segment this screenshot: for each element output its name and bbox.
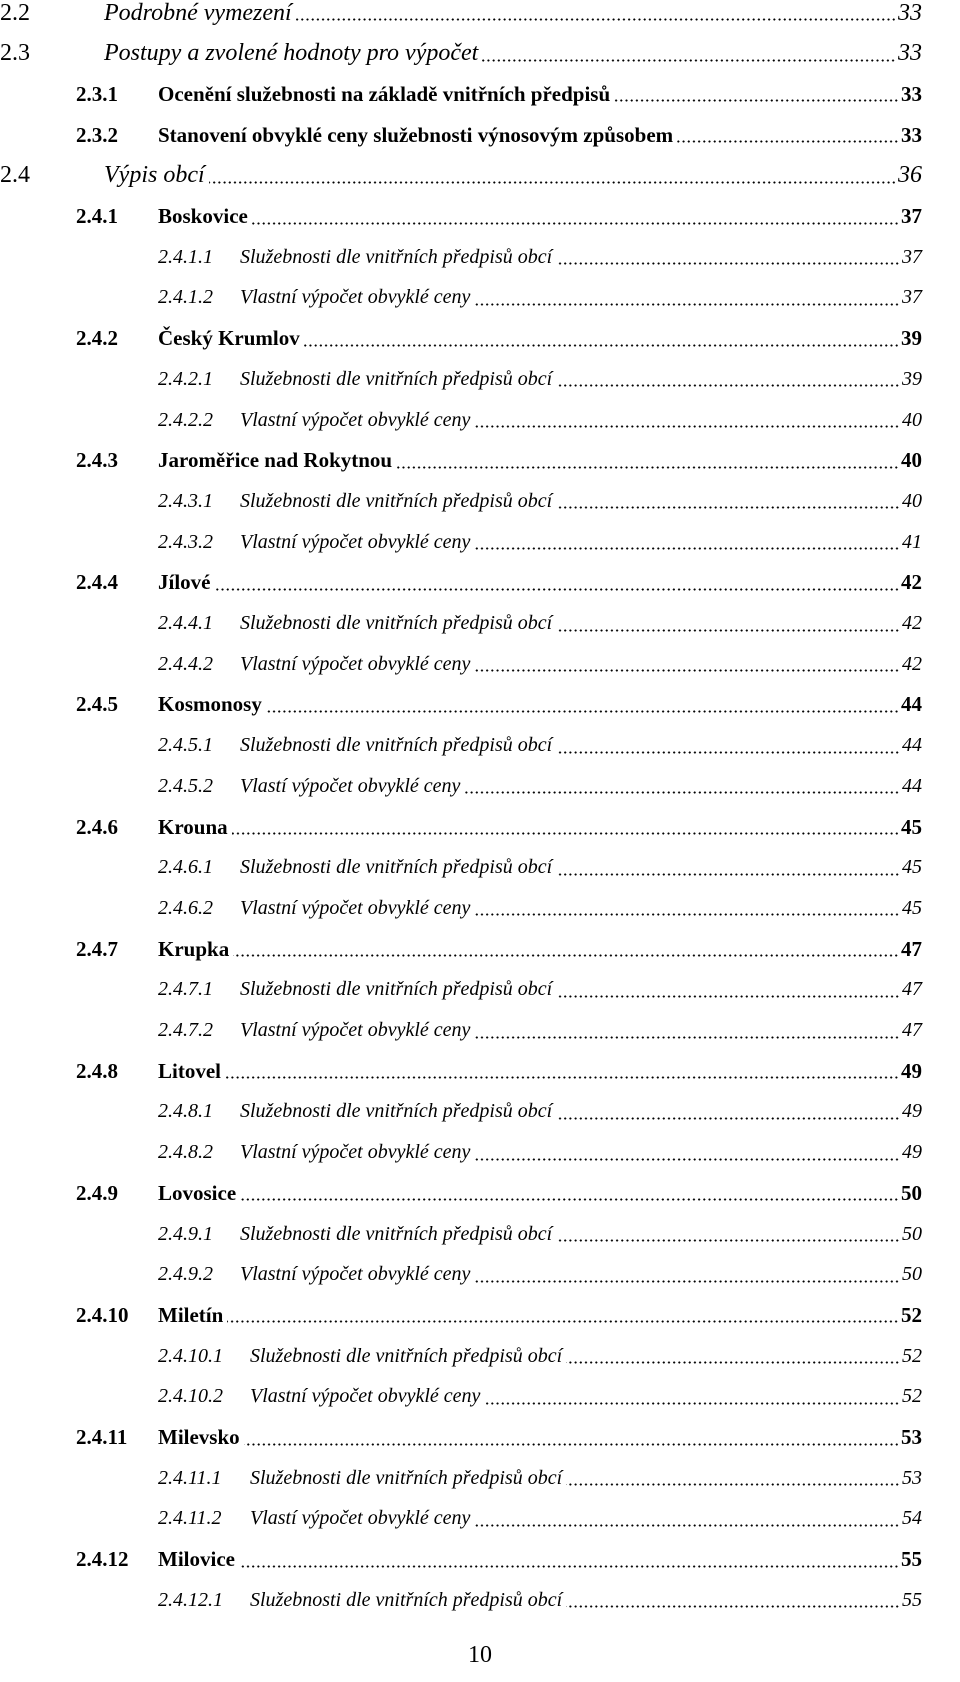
toc-entry-number: 2.4.4 bbox=[76, 570, 118, 595]
toc-entry-number: 2.4.8.2 bbox=[158, 1141, 213, 1164]
toc-entry-title: Milevsko bbox=[158, 1425, 240, 1449]
toc-entry-number: 2.3 bbox=[0, 40, 30, 67]
toc-entry[interactable] bbox=[76, 1540, 922, 1580]
toc-entry-number: 2.4.11.2 bbox=[158, 1507, 222, 1530]
toc-entry-title: Služebnosti dle vnitřních předpisů obcí bbox=[240, 734, 553, 757]
toc-entry-number: 2.4.9.2 bbox=[158, 1263, 213, 1286]
toc-entry-title: Postupy a zvolené hodnoty pro výpočet bbox=[104, 40, 479, 67]
toc-entry-page: 47 bbox=[902, 1019, 922, 1041]
toc-entry-page: 42 bbox=[901, 570, 922, 595]
toc-entry-number: 2.4.10.2 bbox=[158, 1385, 223, 1408]
toc-entry-page: 49 bbox=[902, 1141, 922, 1164]
dot-leader bbox=[252, 222, 899, 225]
toc-entry[interactable] bbox=[158, 1011, 922, 1051]
toc-entry-page: 52 bbox=[902, 1385, 922, 1408]
toc-entry-title: Vlastní výpočet obvyklé ceny bbox=[240, 1141, 471, 1164]
toc-entry-number: 2.4.5.1 bbox=[158, 734, 213, 757]
toc-entry[interactable] bbox=[158, 1580, 922, 1620]
toc-entry[interactable] bbox=[0, 34, 922, 74]
toc-entry-number: 2.4.10 bbox=[76, 1302, 129, 1327]
toc-entry-page: 50 bbox=[902, 1222, 922, 1245]
toc-entry[interactable] bbox=[76, 1295, 922, 1335]
toc-entry-number: 2.3.2 bbox=[76, 122, 118, 147]
toc-entry-page: 33 bbox=[898, 40, 922, 67]
toc-entry-number: 2.4.5.2 bbox=[158, 774, 213, 797]
toc-entry[interactable] bbox=[158, 726, 922, 766]
dot-leader bbox=[556, 995, 900, 998]
toc-entry-title: Služebnosti dle vnitřních předpisů obcí bbox=[240, 367, 553, 390]
toc-entry-page: 40 bbox=[901, 448, 922, 473]
toc-entry-page: 50 bbox=[901, 1180, 922, 1205]
toc-entry-title: Litovel bbox=[158, 1058, 221, 1083]
dot-leader bbox=[556, 629, 900, 632]
dot-leader bbox=[244, 1443, 899, 1446]
toc-entry-title: Vlastní výpočet obvyklé ceny bbox=[240, 530, 471, 553]
toc-entry-page: 47 bbox=[902, 978, 922, 1001]
toc-entry-title: Kosmonosy bbox=[158, 692, 262, 717]
toc-entry-page: 45 bbox=[902, 856, 922, 879]
toc-entry-number: 2.4.12.1 bbox=[158, 1588, 223, 1611]
toc-entry-number: 2.4.10.1 bbox=[158, 1344, 223, 1367]
toc-entry-number: 2.2 bbox=[0, 0, 30, 26]
dot-leader bbox=[296, 18, 896, 21]
page-number: 10 bbox=[468, 1642, 492, 1668]
toc-entry[interactable] bbox=[158, 1133, 922, 1173]
toc-entry-page: 55 bbox=[901, 1547, 922, 1572]
dot-leader bbox=[556, 262, 900, 265]
toc-entry[interactable] bbox=[76, 115, 922, 155]
dot-leader bbox=[614, 99, 899, 102]
toc-entry-title: Vlastní výpočet obvyklé ceny bbox=[240, 286, 471, 309]
dot-leader bbox=[304, 344, 899, 347]
toc-entry-title: Služebnosti dle vnitřních předpisů obcí bbox=[240, 245, 553, 268]
toc-entry-number: 2.4.3.1 bbox=[158, 489, 213, 512]
toc-entry-title: Krouna bbox=[158, 814, 228, 839]
toc-entry[interactable] bbox=[158, 278, 922, 318]
toc-entry-page: 37 bbox=[901, 204, 922, 228]
dot-leader bbox=[556, 751, 900, 754]
dot-leader bbox=[232, 832, 899, 835]
toc-entry-page: 52 bbox=[901, 1302, 922, 1327]
toc-entry-number: 2.4.8 bbox=[76, 1058, 118, 1083]
toc-entry[interactable] bbox=[0, 0, 922, 33]
toc-entry-page: 36 bbox=[898, 162, 922, 189]
toc-entry-title: Ocenění služebnosti na základě vnitřních předpisů bbox=[158, 81, 611, 106]
dot-leader bbox=[474, 1524, 900, 1527]
toc-entry-page: 53 bbox=[902, 1466, 922, 1489]
dot-leader bbox=[556, 873, 900, 876]
toc-entry-title: Vlastí výpočet obvyklé ceny bbox=[240, 774, 461, 797]
toc-entry-title: Český Krumlov bbox=[158, 326, 300, 351]
toc-entry-number: 2.4.1.2 bbox=[158, 286, 213, 309]
toc-entry-page: 41 bbox=[902, 530, 922, 553]
toc-entry-number: 2.4.2.2 bbox=[158, 408, 213, 431]
toc-entry[interactable] bbox=[158, 1458, 922, 1498]
dot-leader bbox=[233, 954, 899, 957]
dot-leader bbox=[677, 140, 899, 143]
toc-entry-page: 49 bbox=[902, 1100, 922, 1123]
toc-entry[interactable] bbox=[76, 1418, 922, 1458]
toc-entry-title: Výpis obcí bbox=[104, 162, 205, 189]
toc-entry-page: 33 bbox=[898, 0, 922, 26]
toc-entry[interactable] bbox=[76, 685, 922, 725]
toc-entry-page: 44 bbox=[902, 774, 922, 797]
dot-leader bbox=[239, 1565, 899, 1568]
toc-entry-title: Služebnosti dle vnitřních předpisů obcí bbox=[240, 612, 553, 634]
toc-entry-page: 40 bbox=[902, 489, 922, 512]
toc-entry-page: 39 bbox=[902, 367, 922, 390]
toc-entry-number: 2.4.3.2 bbox=[158, 530, 213, 553]
dot-leader bbox=[209, 181, 896, 184]
toc-entry[interactable] bbox=[158, 1092, 922, 1132]
toc-entry-number: 2.4.9.1 bbox=[158, 1222, 213, 1245]
toc-entry-number: 2.4.2 bbox=[76, 326, 118, 351]
toc-entry-title: Vlastní výpočet obvyklé ceny bbox=[240, 1019, 471, 1041]
dot-leader bbox=[474, 547, 900, 550]
toc-entry[interactable] bbox=[158, 237, 922, 277]
toc-entry-title: Podrobné vymezení bbox=[104, 0, 292, 26]
toc-entry-title: Služebnosti dle vnitřních předpisů obcí bbox=[240, 489, 553, 512]
toc-entry-page: 52 bbox=[902, 1344, 922, 1367]
toc-entry-title: Boskovice bbox=[158, 204, 248, 228]
toc-entry-title: Vlastní výpočet obvyklé ceny bbox=[240, 408, 471, 431]
dot-leader bbox=[556, 506, 900, 509]
dot-leader bbox=[474, 1280, 900, 1283]
toc-entry-title: Stanovení obvyklé ceny služebnosti výnosovým způsobem bbox=[158, 122, 674, 147]
toc-entry-page: 33 bbox=[901, 122, 922, 147]
toc-entry-title: Služebnosti dle vnitřních předpisů obcí bbox=[240, 1100, 553, 1123]
toc-entry[interactable] bbox=[158, 766, 922, 806]
toc-entry-page: 42 bbox=[902, 612, 922, 634]
toc-entry[interactable] bbox=[158, 400, 922, 440]
toc-entry-title: Služebnosti dle vnitřních předpisů obcí bbox=[250, 1588, 563, 1611]
toc-entry-number: 2.4.1.1 bbox=[158, 245, 213, 268]
toc-entry[interactable] bbox=[158, 644, 922, 684]
dot-leader bbox=[266, 710, 899, 713]
toc-entry-number: 2.4.8.1 bbox=[158, 1100, 213, 1123]
toc-entry-title: Vlastní výpočet obvyklé ceny bbox=[240, 1263, 471, 1286]
dot-leader bbox=[482, 59, 896, 62]
toc-entry-page: 45 bbox=[901, 814, 922, 839]
toc-entry-number: 2.4.9 bbox=[76, 1180, 118, 1205]
dot-leader bbox=[474, 1036, 900, 1039]
toc-entry[interactable] bbox=[158, 1377, 922, 1417]
dot-leader bbox=[474, 303, 900, 306]
toc-entry-title: Jílové bbox=[158, 570, 211, 595]
toc-entry-page: 44 bbox=[901, 692, 922, 717]
toc-entry-page: 50 bbox=[902, 1263, 922, 1286]
toc-entry[interactable] bbox=[76, 1051, 922, 1091]
dot-leader bbox=[464, 791, 900, 794]
toc-entry[interactable] bbox=[76, 197, 922, 237]
toc-entry-page: 45 bbox=[902, 896, 922, 919]
toc-entry[interactable] bbox=[158, 848, 922, 888]
dot-leader bbox=[215, 588, 900, 591]
toc-entry-number: 2.4.5 bbox=[76, 692, 118, 717]
toc-entry[interactable] bbox=[158, 522, 922, 562]
toc-entry-page: 54 bbox=[902, 1507, 922, 1530]
toc-entry-number: 2.4.11 bbox=[76, 1425, 128, 1449]
toc-entry-page: 47 bbox=[901, 936, 922, 961]
dot-leader bbox=[227, 1320, 899, 1323]
toc-entry-title: Milovice bbox=[158, 1547, 235, 1572]
toc-entry-number: 2.4.6 bbox=[76, 814, 118, 839]
toc-entry-page: 53 bbox=[901, 1425, 922, 1449]
dot-leader bbox=[484, 1402, 900, 1405]
toc-entry[interactable] bbox=[76, 929, 922, 969]
toc-entry-title: Lovosice bbox=[158, 1180, 237, 1205]
toc-entry-title: Vlastní výpočet obvyklé ceny bbox=[250, 1385, 481, 1408]
toc-entry-number: 2.4.4.1 bbox=[158, 612, 213, 634]
toc-entry[interactable] bbox=[76, 1173, 922, 1213]
toc-entry-page: 37 bbox=[902, 245, 922, 268]
toc-entry-title: Vlastí výpočet obvyklé ceny bbox=[250, 1507, 471, 1530]
toc-entry-number: 2.4.4.2 bbox=[158, 652, 213, 675]
toc-entry[interactable] bbox=[158, 1336, 922, 1376]
toc-entry[interactable] bbox=[76, 319, 922, 359]
toc-entry[interactable] bbox=[76, 441, 922, 481]
toc-entry-number: 2.4.2.1 bbox=[158, 367, 213, 390]
toc-entry-title: Vlastní výpočet obvyklé ceny bbox=[240, 896, 471, 919]
toc-entry-page: 39 bbox=[901, 326, 922, 351]
toc-entry-number: 2.4 bbox=[0, 162, 30, 189]
dot-leader bbox=[556, 1239, 900, 1242]
toc-entry-page: 37 bbox=[902, 286, 922, 309]
dot-leader bbox=[240, 1198, 899, 1201]
toc-entry-title: Krupka bbox=[158, 936, 230, 961]
dot-leader bbox=[474, 913, 900, 916]
dot-leader bbox=[556, 1117, 900, 1120]
toc-entry-number: 2.4.7.1 bbox=[158, 978, 213, 1001]
toc-entry[interactable] bbox=[76, 807, 922, 847]
toc-entry-number: 2.4.6.2 bbox=[158, 896, 213, 919]
toc-entry[interactable] bbox=[158, 1214, 922, 1254]
dot-leader bbox=[566, 1483, 900, 1486]
toc-entry-number: 2.4.1 bbox=[76, 204, 118, 228]
toc-entry-page: 55 bbox=[902, 1588, 922, 1611]
dot-leader bbox=[566, 1361, 900, 1364]
toc-entry-page: 42 bbox=[902, 652, 922, 675]
toc-entry-number: 2.4.7 bbox=[76, 936, 118, 961]
toc-entry[interactable] bbox=[76, 74, 922, 114]
dot-leader bbox=[556, 384, 900, 387]
toc-entry[interactable] bbox=[158, 359, 922, 399]
dot-leader bbox=[474, 425, 900, 428]
toc-entry-title: Vlastní výpočet obvyklé ceny bbox=[240, 652, 471, 675]
toc-entry-number: 2.4.7.2 bbox=[158, 1019, 213, 1041]
toc-entry-number: 2.4.11.1 bbox=[158, 1466, 222, 1489]
toc-entry-number: 2.3.1 bbox=[76, 81, 118, 106]
toc-entry-page: 44 bbox=[902, 734, 922, 757]
toc-entry[interactable] bbox=[158, 481, 922, 521]
dot-leader bbox=[474, 1158, 900, 1161]
toc-entry[interactable] bbox=[158, 604, 922, 644]
toc-entry-number: 2.4.6.1 bbox=[158, 856, 213, 879]
toc-entry-number: 2.4.3 bbox=[76, 448, 118, 473]
toc-entry-title: Miletín bbox=[158, 1302, 224, 1327]
dot-leader bbox=[396, 466, 899, 469]
toc-entry[interactable] bbox=[158, 1255, 922, 1295]
dot-leader bbox=[225, 1076, 899, 1079]
toc-entry-title: Služebnosti dle vnitřních předpisů obcí bbox=[240, 856, 553, 879]
dot-leader bbox=[566, 1605, 900, 1608]
toc-entry[interactable] bbox=[158, 970, 922, 1010]
toc-entry[interactable] bbox=[0, 156, 922, 196]
toc-entry-title: Služebnosti dle vnitřních předpisů obcí bbox=[250, 1466, 563, 1489]
toc-entry-title: Jaroměřice nad Rokytnou bbox=[158, 448, 393, 473]
toc-entry[interactable] bbox=[158, 1499, 922, 1539]
dot-leader bbox=[474, 669, 900, 672]
toc-entry-number: 2.4.12 bbox=[76, 1547, 129, 1572]
toc-entry-title: Služebnosti dle vnitřních předpisů obcí bbox=[240, 1222, 553, 1245]
toc-entry-title: Služebnosti dle vnitřních předpisů obcí bbox=[250, 1344, 563, 1367]
toc-entry[interactable] bbox=[76, 563, 922, 603]
toc-entry-title: Služebnosti dle vnitřních předpisů obcí bbox=[240, 978, 553, 1001]
toc-entry-page: 49 bbox=[901, 1058, 922, 1083]
toc-entry-page: 40 bbox=[902, 408, 922, 431]
toc-entry-page: 33 bbox=[901, 81, 922, 106]
toc-entry[interactable] bbox=[158, 888, 922, 928]
